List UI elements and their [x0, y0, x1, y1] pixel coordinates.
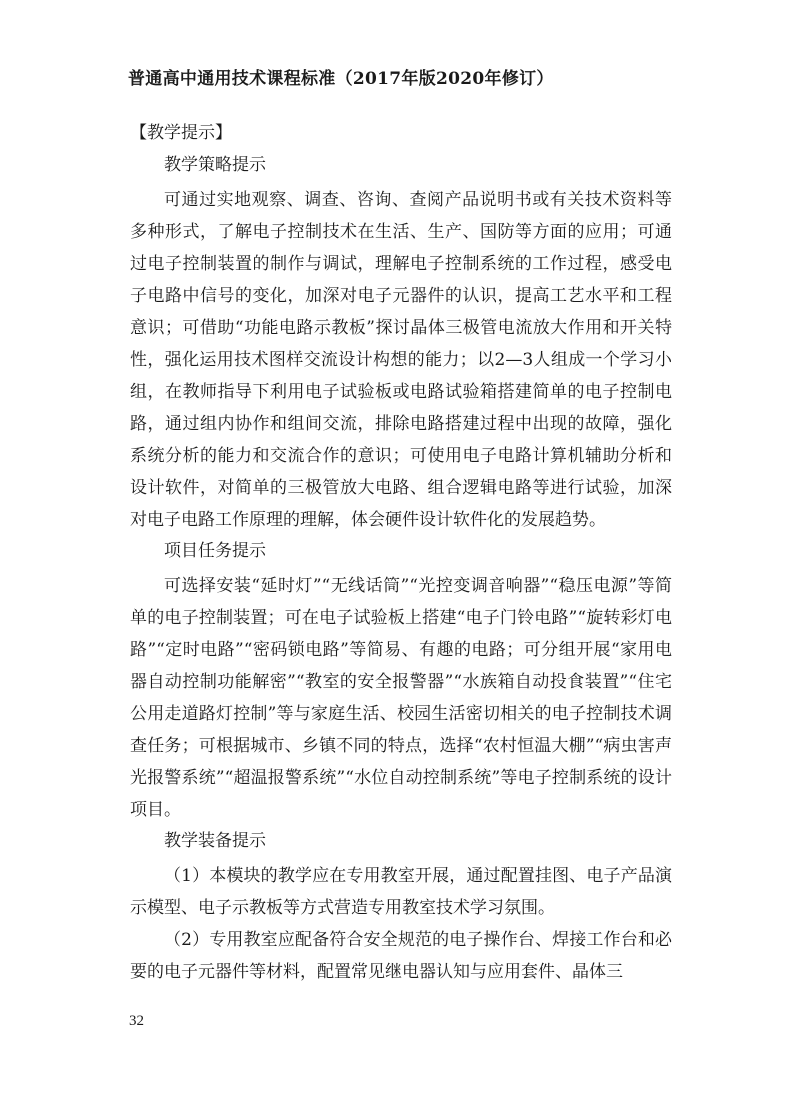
paragraph-equipment-item-2: （2）专用教室应配备符合安全规范的电子操作台、焊接工作台和必要的电子元器件等材料，配置常见继电器认知与应用套件、晶体三 — [130, 930, 672, 982]
subsection-title-teaching-equipment: 教学装备提示 — [164, 831, 266, 851]
paragraph-project-tasks: 可选择安装“延时灯”“无线话筒”“光控变调音响器”“稳压电源”等简单的电子控制装置；可在电子试验板上搭建“电子门铃电路”“旋转彩灯电路”“定时电路”“密码锁电路”等简易、有趣的电路；可分组开展“家用电器自动控制功能解密”“教室的安全报警器”“水族箱自动投食装置”“住宅公用走道路灯控制”等与家庭生活、校园生活密切相关的电子控制技术调查任务；可根据城市、乡镇不同的特点，选择“农村恒温大棚”“病虫害声光报警系统”“超温报警系统”“水位自动控制系统”等电子控制系统的设计项目。 — [130, 576, 672, 820]
page-header-title: 普通高中通用技术课程标准（2017年版2020年修订） — [128, 69, 554, 89]
page-number: 32 — [129, 1013, 144, 1029]
paragraph-equipment-item-1: （1）本模块的教学应在专用教室开展，通过配置挂图、电子产品演示模型、电子示教板等方式营造专用教室技术学习氛围。 — [130, 866, 672, 918]
paragraph-teaching-strategy: 可通过实地观察、调查、咨询、查阅产品说明书或有关技术资料等多种形式，了解电子控制技术在生活、生产、国防等方面的应用；可通过电子控制装置的制作与调试，理解电子控制系统的工作过程，感受电子电路中信号的变化，加深对电子元器件的认识，提高工艺水平和工程意识；可借助“功能电路示教板”探讨晶体三极管电流放大作用和开关特性，强化运用技术图样交流设计构想的能力；以2—3人组成一个学习小组，在教师指导下利用电子试验板或电路试验箱搭建简单的电子控制电路，通过组内协作和组间交流，排除电路搭建过程中出现的故障，强化系统分析的能力和交流合作的意识；可使用电子电路计算机辅助分析和设计软件，对简单的三极管放大电路、组合逻辑电路等进行试验，加深对电子电路工作原理的理解，体会硬件设计软件化的发展趋势。 — [130, 190, 672, 530]
section-heading: 【教学提示】 — [130, 123, 232, 143]
subsection-title-project-tasks: 项目任务提示 — [164, 541, 266, 561]
subsection-title-teaching-strategy: 教学策略提示 — [164, 155, 266, 175]
document-body — [130, 120, 672, 988]
